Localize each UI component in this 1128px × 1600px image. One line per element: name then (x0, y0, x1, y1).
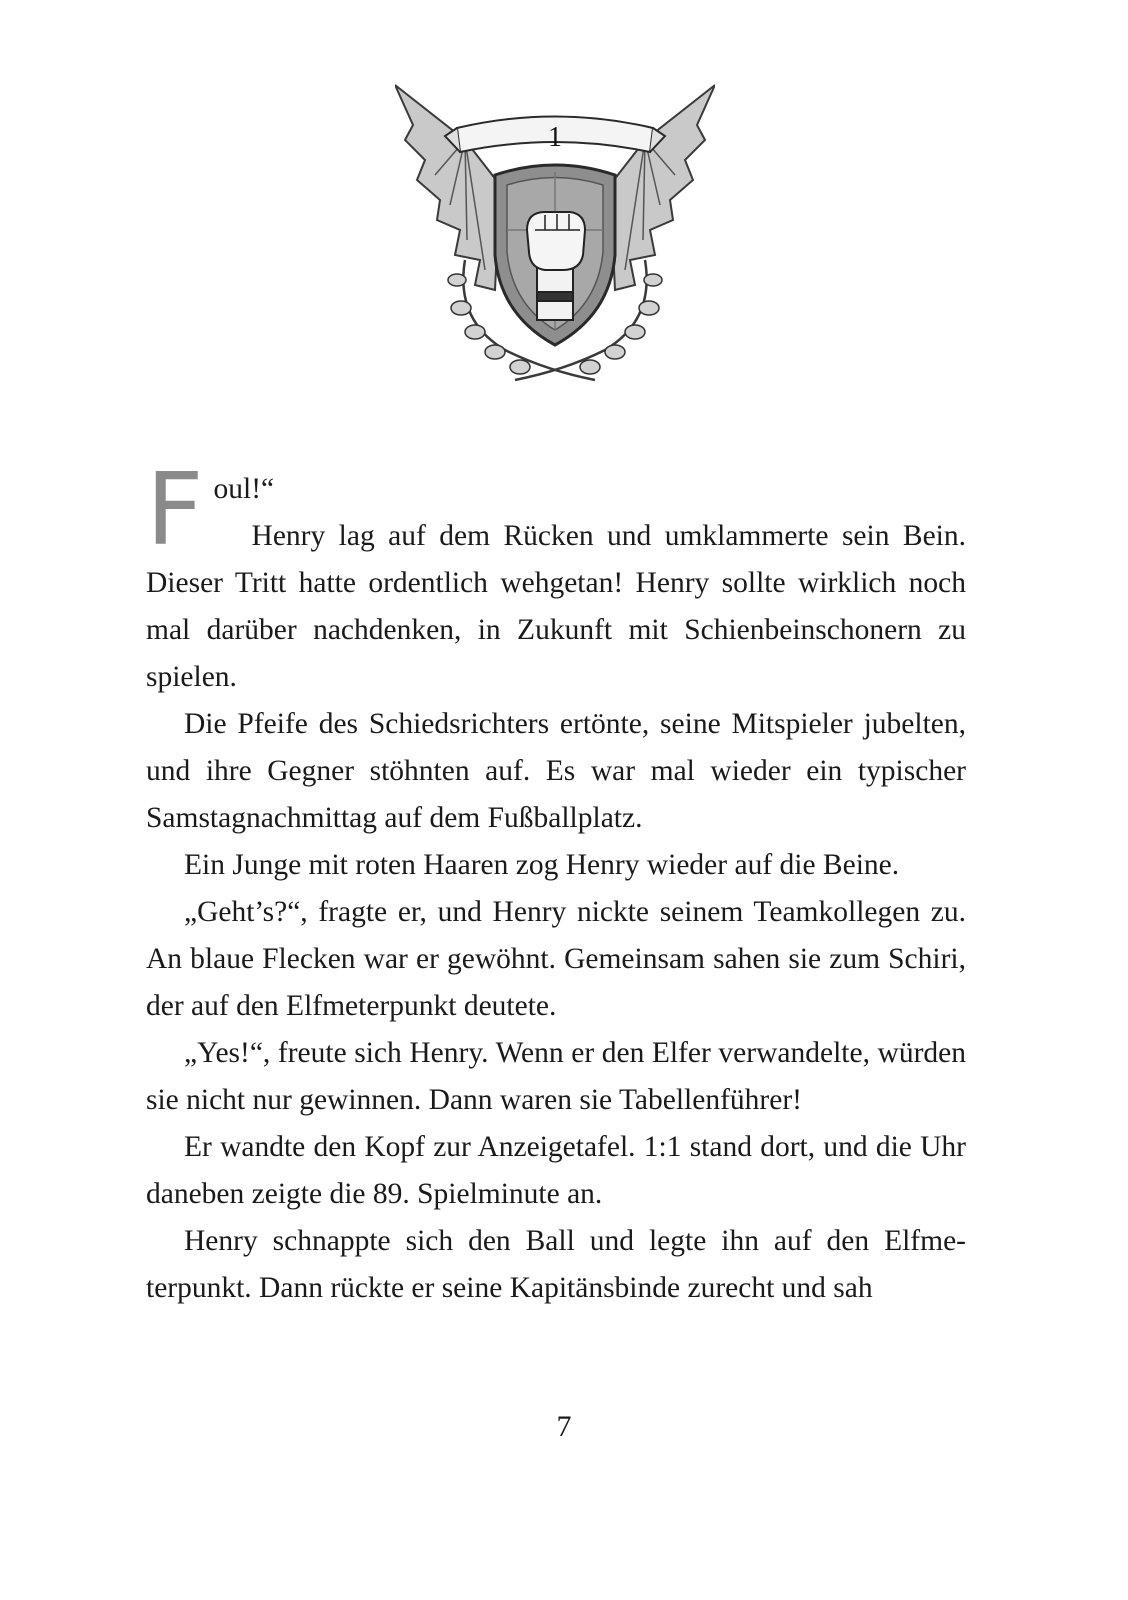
opening-line (146, 466, 966, 513)
opening-text: oul!“ (213, 473, 275, 505)
page-number: 7 (556, 1410, 572, 1443)
left-wing-icon (395, 85, 500, 290)
chapter-number: 1 (548, 122, 562, 153)
chapter-emblem-icon (395, 80, 715, 385)
chapter-text (146, 451, 966, 1312)
paragraph-1: Henry lag auf dem Rücken und umklammerte sein Bein. Dieser Tritt hatte ordentlich wehgetan! Henry sollte wirklich noch mal darüber nachdenken, in Zukunft mit Schienbeinschonern zu spielen. (146, 520, 966, 693)
paragraph-3: Ein Junge mit roten Haaren zog Henry wieder auf die Beine. (184, 849, 900, 881)
drop-cap: F (146, 451, 204, 568)
paragraph-2: Die Pfeife des Schiedsrichters ertönte, seine Mitspieler jubelten, und ihre Gegner stöhnten auf. Es war mal wieder ein typischer Samstagnachmittag auf dem Fußballplatz. (146, 708, 966, 834)
right-wing-icon (610, 85, 715, 290)
paragraph-7: Henry schnappte sich den Ball und legte ihn auf den Elfmeterpunkt. Dann rückte er seine Kapitänsbinde zurecht und sah (146, 1225, 966, 1304)
paragraph-5: „Yes!“, freute sich Henry. Wenn er den Elfer verwandelte, würden sie nicht nur gewinnen. Dann waren sie Tabellenführer! (146, 1037, 966, 1116)
paragraph-6: Er wandte den Kopf zur Anzeigetafel. 1:1 stand dort, und die Uhr daneben zeigte die 89. Spielminute an. (146, 1131, 966, 1210)
paragraph-4: „Geht’s?“, fragte er, und Henry nickte seinem Teamkollegen zu. An blaue Flecken war er gewöhnt. Gemeinsam sahen sie zum Schiri, der auf den Elfmeterpunkt deutete. (146, 896, 966, 1022)
